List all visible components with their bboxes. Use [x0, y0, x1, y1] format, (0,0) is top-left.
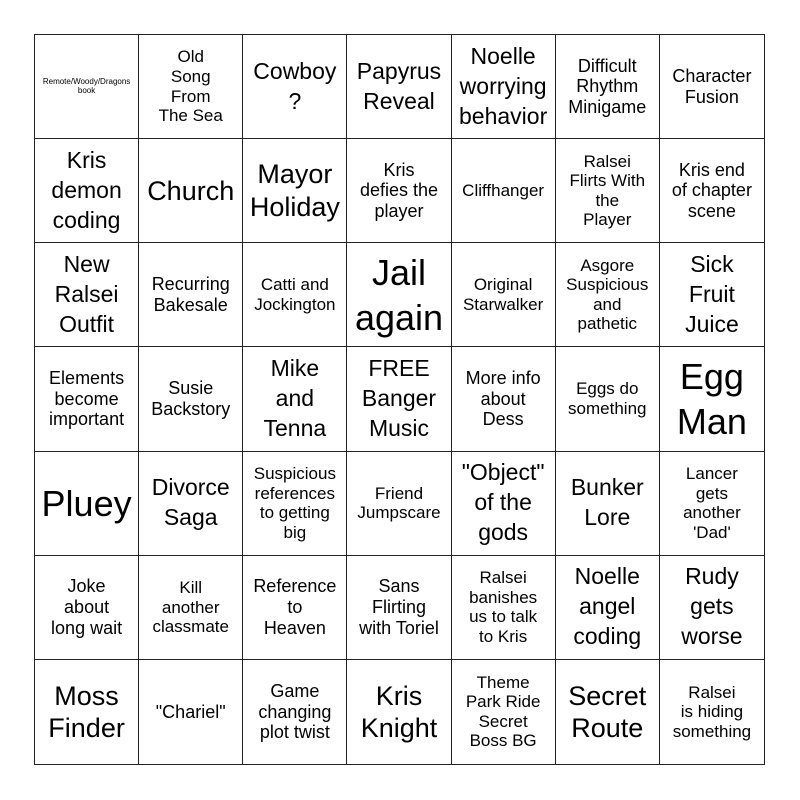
- bingo-square[interactable]: Joke about long wait: [35, 556, 139, 660]
- bingo-square[interactable]: Pluey: [35, 452, 139, 556]
- bingo-square[interactable]: New Ralsei Outfit: [35, 243, 139, 347]
- bingo-square[interactable]: Old Song From The Sea: [139, 35, 243, 139]
- bingo-square[interactable]: More info about Dess: [452, 347, 556, 451]
- bingo-square[interactable]: Difficult Rhythm Minigame: [556, 35, 660, 139]
- bingo-square[interactable]: Cowboy ?: [243, 35, 347, 139]
- bingo-square[interactable]: Egg Man: [660, 347, 764, 451]
- bingo-square[interactable]: "Chariel": [139, 660, 243, 764]
- bingo-square[interactable]: Asgore Suspicious and pathetic: [556, 243, 660, 347]
- bingo-square[interactable]: Ralsei Flirts With the Player: [556, 139, 660, 243]
- bingo-square[interactable]: FREE Banger Music: [347, 347, 451, 451]
- bingo-square[interactable]: Eggs do something: [556, 347, 660, 451]
- bingo-square[interactable]: Elements become important: [35, 347, 139, 451]
- bingo-square[interactable]: Original Starwalker: [452, 243, 556, 347]
- bingo-square[interactable]: Sans Flirting with Toriel: [347, 556, 451, 660]
- bingo-square[interactable]: Bunker Lore: [556, 452, 660, 556]
- bingo-square[interactable]: Ralsei is hiding something: [672, 682, 752, 741]
- bingo-square[interactable]: Kris Knight: [347, 660, 451, 764]
- bingo-square[interactable]: Suspicious references to getting big: [243, 452, 347, 556]
- bingo-board: [34, 34, 765, 765]
- bingo-square[interactable]: Lancer gets another 'Dad': [660, 452, 764, 556]
- bingo-square[interactable]: Noelle worrying behavior: [452, 35, 556, 139]
- bingo-square[interactable]: Church: [139, 139, 243, 243]
- bingo-square[interactable]: "Object" of the gods: [452, 452, 556, 556]
- bingo-square[interactable]: Cliffhanger: [452, 139, 556, 243]
- bingo-square[interactable]: Friend Jumpscare: [347, 452, 451, 556]
- bingo-square[interactable]: Kris end of chapter scene: [660, 139, 764, 243]
- bingo-square[interactable]: Kill another classmate: [139, 556, 243, 660]
- bingo-square[interactable]: Susie Backstory: [139, 347, 243, 451]
- bingo-square[interactable]: Mayor Holiday: [243, 139, 347, 243]
- bingo-square[interactable]: Rudy gets worse: [660, 556, 764, 660]
- bingo-square[interactable]: Divorce Saga: [139, 452, 243, 556]
- bingo-square[interactable]: Recurring Bakesale: [139, 243, 243, 347]
- bingo-square[interactable]: Papyrus Reveal: [347, 35, 451, 139]
- bingo-square[interactable]: Sick Fruit Juice: [660, 243, 764, 347]
- bingo-square[interactable]: Character Fusion: [660, 35, 764, 139]
- bingo-square[interactable]: Secret Route: [556, 660, 660, 764]
- bingo-square[interactable]: Kris demon coding: [35, 139, 139, 243]
- bingo-square[interactable]: Jail again: [347, 243, 451, 347]
- bingo-square[interactable]: Kris defies the player: [347, 139, 451, 243]
- bingo-square[interactable]: Mike and Tenna: [243, 347, 347, 451]
- bingo-square[interactable]: Ralsei banishes us to talk to Kris: [452, 556, 556, 660]
- bingo-square[interactable]: Noelle angel coding: [556, 556, 660, 660]
- bingo-square[interactable]: Reference to Heaven: [243, 556, 347, 660]
- bingo-square[interactable]: Catti and Jockington: [243, 243, 347, 347]
- bingo-square[interactable]: Game changing plot twist: [243, 660, 347, 764]
- bingo-square[interactable]: Remote/Woody/Dragons book: [35, 35, 139, 139]
- bingo-square[interactable]: Theme Park Ride Secret Boss BG: [452, 660, 556, 764]
- bingo-square[interactable]: Moss Finder: [35, 660, 139, 764]
